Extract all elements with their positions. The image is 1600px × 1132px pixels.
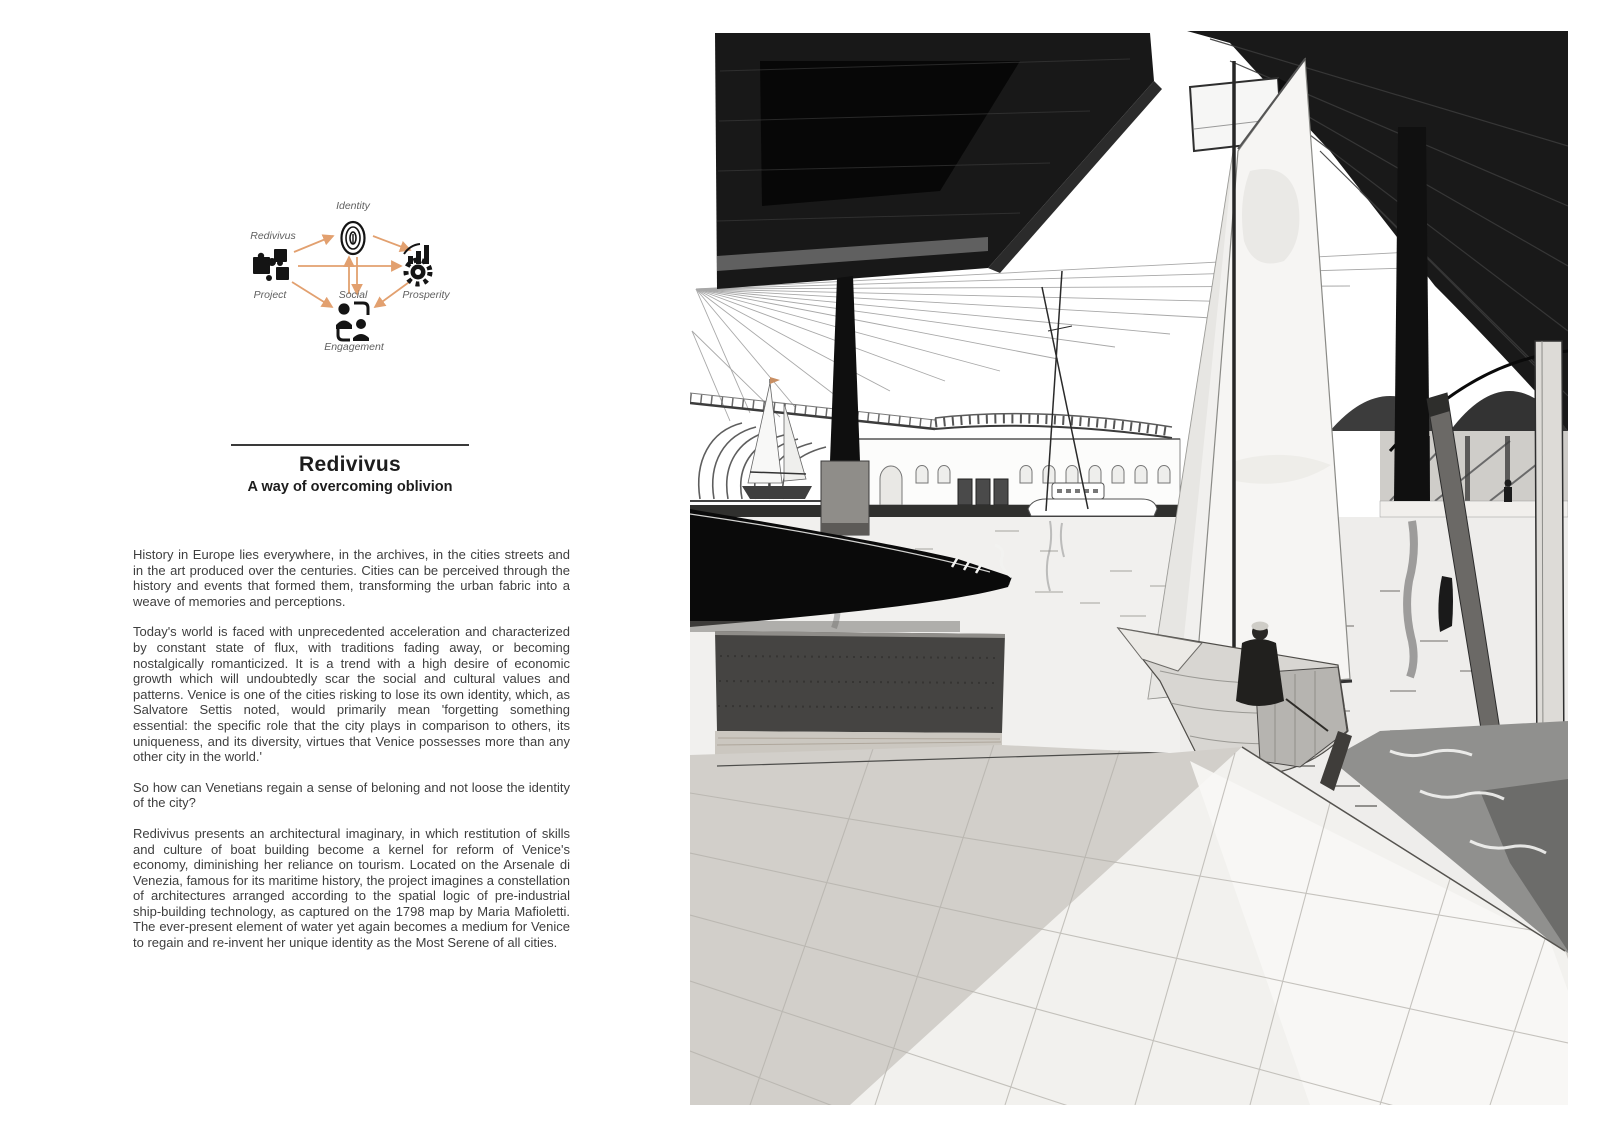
page-title: Redivivus bbox=[299, 453, 401, 476]
title-block bbox=[160, 444, 540, 495]
distant-figure bbox=[1504, 480, 1512, 503]
paragraph: Redivivus presents an architectural imaginary, in which restitution of skills and culture of boat building become a kernel for reform of Venice's economy, diminishing her reliance on tourism. Located on the Arsenale di Venezia, famous for its maritime history, the project imagines a constellation of architectures arranged according to the spatial logic of pre-industrial ship-building technology, as captured on the 1798 map by Maria Mafioletti. The ever-present element of water yet again becomes a medium for Venice to regain and re-invent her unique identity as the Most Serene of all cities. bbox=[133, 825, 570, 951]
people-exchange-icon bbox=[336, 303, 369, 341]
fingerprint-icon bbox=[342, 222, 365, 254]
paragraph: Today's world is faced with unprecedented acceleration and characterized by constant state of flux, with traditions fading away, or becoming nostalgically romanticized. It is a trend with a high desire of economic growth which will undoubtedly scar the social and cultural values and patterns. Venice is one of the cities risking to lose its own identity, which, as Salvatore Settis noted, would primarily mean 'forgetting something essential: the specific role that the city plays in comparison to others, its uniqueness, and its diversity, virtues that Venice possesses more than any other city in the world.' bbox=[133, 624, 570, 765]
label-project: Project bbox=[253, 289, 287, 301]
article-text bbox=[133, 547, 570, 966]
paragraph: So how can Venetians regain a sense of beloning and not loose the identity of the city? bbox=[133, 779, 570, 811]
label-identity: Identity bbox=[336, 200, 370, 212]
label-prosperity: Prosperity bbox=[402, 289, 450, 301]
puzzle-icon bbox=[253, 249, 289, 281]
label-engagement: Engagement bbox=[324, 341, 384, 353]
architectural-render bbox=[690, 31, 1568, 1105]
paragraph: History in Europe lies everywhere, in the archives, in the cities streets and in the art produced over the centuries. Cities can be perceived through the history and events that formed them, transforming the urban fabric into a weave of memories and perceptions. bbox=[133, 547, 570, 609]
title-rule bbox=[231, 444, 469, 446]
concept-diagram bbox=[236, 190, 472, 364]
dark-post bbox=[1394, 127, 1430, 501]
pennant bbox=[1438, 576, 1453, 632]
dock-block bbox=[715, 631, 1005, 755]
label-social: Social bbox=[338, 289, 368, 301]
venice-scene bbox=[690, 31, 1568, 1105]
light-post bbox=[1535, 341, 1564, 773]
label-redivivus: Redivivus bbox=[250, 230, 296, 242]
page-subtitle: A way of overcoming oblivion bbox=[247, 479, 453, 495]
gear-growth-icon bbox=[404, 244, 430, 284]
